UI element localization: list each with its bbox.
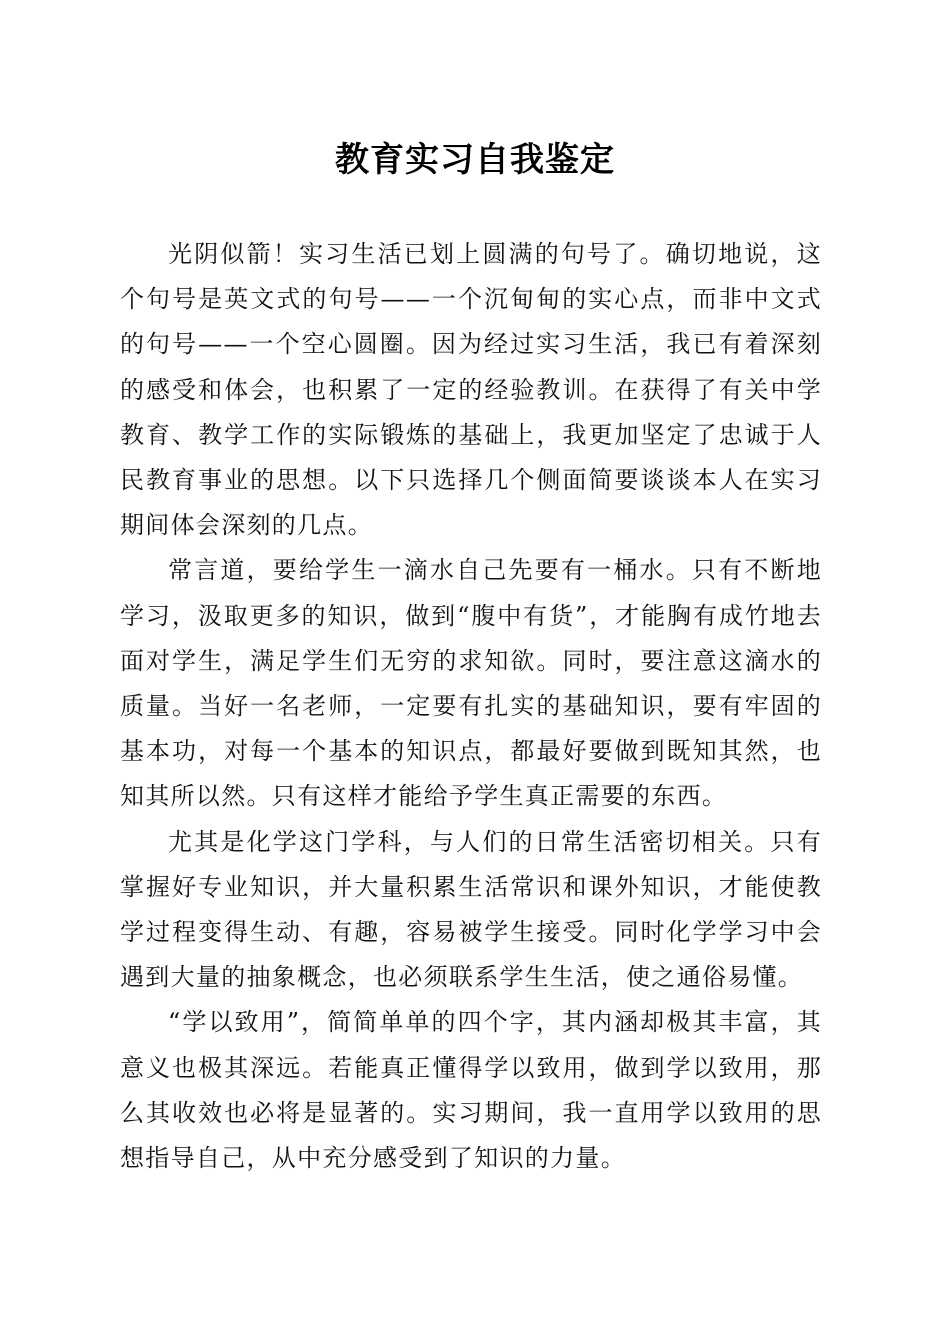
paragraph-1: 光阴似箭！实习生活已划上圆满的句号了。确切地说，这个句号是英文式的句号——一个沉甸甸的实心点，而非中文式的句号——一个空心圆圈。因为经过实习生活，我已有着深刻的感受和体会，也积累了一定的经验教训。在获得了有关中学教育、教学工作的实际锻炼的基础上，我更加坚定了忠诚于人民教育事业的思想。以下只选择几个侧面简要谈谈本人在实习期间体会深刻的几点。 bbox=[120, 240, 822, 540]
document-title: 教育实习自我鉴定 bbox=[335, 140, 615, 180]
paragraph-4: “学以致用”，简简单单的四个字，其内涵却极其丰富，其意义也极其深远。若能真正懂得学以致用，做到学以致用，那么其收效也必将是显著的。实习期间，我一直用学以致用的思想指导自己，从中充分感受到了知识的力量。 bbox=[120, 1008, 822, 1173]
document-body bbox=[120, 232, 822, 1181]
paragraph-3: 尤其是化学这门学科，与人们的日常生活密切相关。只有掌握好专业知识，并大量积累生活常识和课外知识，才能使教学过程变得生动、有趣，容易被学生接受。同时化学学习中会遇到大量的抽象概念，也必须联系学生生活，使之通俗易懂。 bbox=[120, 827, 822, 992]
paragraph-2: 常言道，要给学生一滴水自己先要有一桶水。只有不断地学习，汲取更多的知识，做到“腹中有货”，才能胸有成竹地去面对学生，满足学生们无穷的求知欲。同时，要注意这滴水的质量。当好一名老师，一定要有扎实的基础知识，要有牢固的基本功，对每一个基本的知识点，都最好要做到既知其然，也知其所以然。只有这样才能给予学生真正需要的东西。 bbox=[120, 556, 822, 811]
